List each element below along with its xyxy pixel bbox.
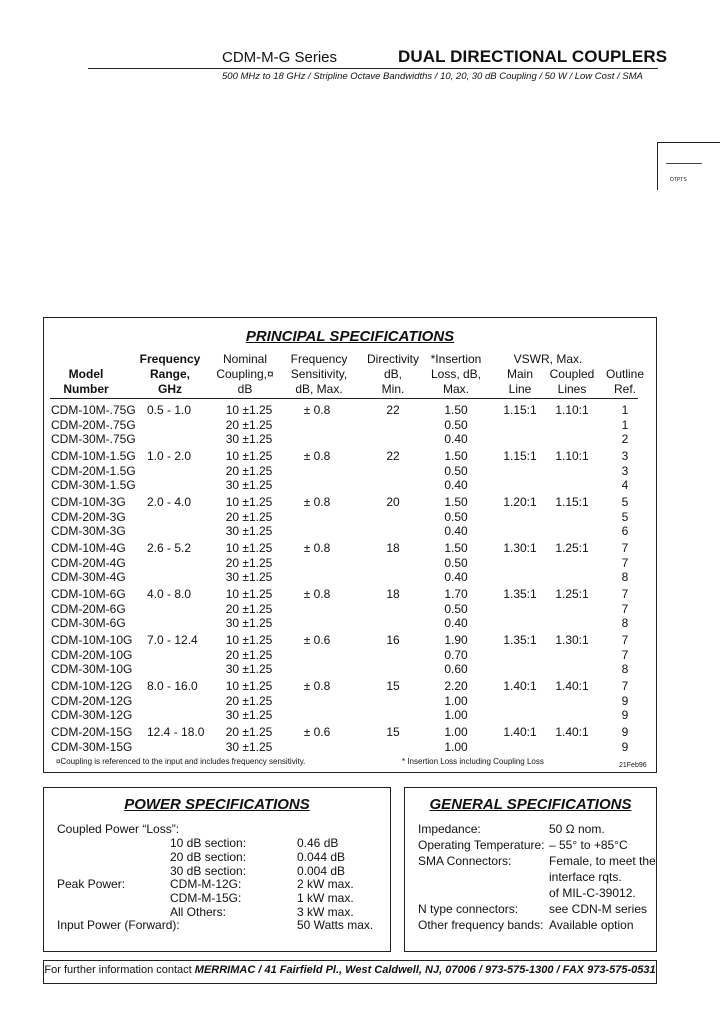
outline-ref-value: 4 — [621, 478, 629, 492]
model-number: CDM-10M-3G — [51, 495, 126, 509]
model-number: CDM-10M-4G — [51, 541, 126, 555]
coupling-value: 30 ±1.25 — [225, 478, 273, 492]
outline-ref-value: 9 — [621, 708, 629, 722]
model-number: CDM-30M-6G — [51, 616, 126, 630]
model-number: CDM-30M-4G — [51, 570, 126, 584]
vswr-coupled-value: 1.15:1 — [555, 495, 589, 509]
col-model — [61, 367, 111, 397]
general-label: Operating Temperature: — [418, 838, 545, 852]
outline-ref-value: 3 — [621, 449, 629, 463]
coupling-value: 20 ±1.25 — [225, 509, 273, 524]
coupling-value: 30 ±1.25 — [225, 570, 273, 584]
frequency-sensitivity: ± 0.8 — [303, 587, 331, 601]
coupling-value: 20 ±1.25 — [225, 417, 273, 432]
table-header-rule — [50, 398, 638, 399]
insertion-loss-value: 0.40 — [444, 524, 468, 538]
power-section-value: 0.044 dB — [297, 850, 346, 864]
vswr-main-value: 1.20:1 — [503, 495, 537, 509]
coupling-value: 30 ±1.25 — [225, 524, 273, 538]
outline-ref-value: 7 — [621, 647, 629, 662]
frequency-range: 12.4 - 18.0 — [147, 725, 205, 739]
coupling-value: 30 ±1.25 — [225, 616, 273, 630]
frequency-range: 7.0 - 12.4 — [147, 633, 198, 647]
col-coupling — [212, 352, 278, 397]
col-vswr-main-line1: Main — [506, 367, 533, 381]
coupling-value: 20 ±1.25 — [225, 725, 273, 739]
outline-ref-value: 2 — [621, 432, 629, 446]
frequency-range: 2.0 - 4.0 — [147, 495, 192, 509]
col-outline-line1: Outline — [605, 367, 645, 381]
vswr-main-value: 1.40:1 — [503, 679, 537, 693]
vswr-coupled-value: 1.10:1 — [555, 449, 589, 463]
frequency-range: 1.0 - 2.0 — [147, 449, 192, 463]
outline-ref-value: 9 — [621, 725, 629, 739]
vswr-main-value: 1.35:1 — [503, 633, 537, 647]
coupling-value: 30 ±1.25 — [225, 739, 273, 754]
vswr-coupled-value: 1.30:1 — [555, 633, 589, 647]
vswr-coupled-value: 1.40:1 — [555, 679, 589, 693]
general-value: Available option — [549, 918, 634, 932]
directivity-value: 15 — [386, 679, 400, 693]
insertion-loss-value: 0.50 — [444, 463, 468, 478]
col-model-line2: Number — [63, 382, 109, 396]
model-number: CDM-10M-12G — [51, 679, 133, 693]
outline-ref-value: 8 — [621, 662, 629, 676]
insertion-loss-value: 0.60 — [444, 662, 468, 676]
frequency-sensitivity: ± 0.8 — [303, 403, 331, 417]
header-divider — [88, 68, 658, 69]
frequency-sensitivity: ± 0.8 — [303, 449, 331, 463]
page-subtitle: 500 MHz to 18 GHz / Stripline Octave Bandwidths / 10, 20, 30 dB Coupling / 50 W / Low Cost / SMA — [222, 71, 643, 82]
insertion-loss-value: 1.70 — [444, 587, 468, 601]
date-code: 21Feb96 — [619, 762, 647, 769]
coupling-value: 30 ±1.25 — [225, 708, 273, 722]
model-number: CDM-10M-.75G — [51, 403, 136, 417]
contact-line — [43, 964, 657, 976]
col-coupling-line1: Nominal — [222, 352, 267, 366]
col-model-line1: Model — [68, 367, 104, 381]
insertion-loss-value: 1.90 — [444, 633, 468, 647]
input-power-value: 50 Watts max. — [297, 918, 374, 932]
col-insertion — [424, 352, 488, 397]
col-directivity — [361, 352, 425, 397]
peak-power-value: 1 kW max. — [297, 891, 354, 905]
outline-ref-value: 1 — [621, 417, 629, 432]
power-specifications-title: POWER SPECIFICATIONS — [124, 796, 310, 813]
footnote-coupling: ¤Coupling is referenced to the input and includes frequency sensitivity. — [56, 757, 306, 766]
model-number: CDM-30M-.75G — [51, 432, 136, 446]
frequency-range: 8.0 - 16.0 — [147, 679, 198, 693]
general-label: N type connectors: — [418, 902, 519, 916]
coupling-value: 10 ±1.25 — [225, 541, 273, 555]
directivity-value: 16 — [386, 633, 400, 647]
col-frequency-line2: Range, — [149, 367, 190, 381]
power-section-label: 20 dB section: — [170, 850, 247, 864]
model-number: CDM-10M-6G — [51, 587, 126, 601]
peak-power-model: All Others: — [170, 905, 227, 919]
insertion-loss-value: 2.20 — [444, 679, 468, 693]
insertion-loss-value: 0.40 — [444, 570, 468, 584]
col-outline — [602, 367, 648, 397]
coupling-value: 10 ±1.25 — [225, 449, 273, 463]
general-value: 50 Ω nom. — [549, 822, 605, 836]
outline-ref-value: 8 — [621, 616, 629, 630]
model-number: CDM-20M-4G — [51, 555, 126, 570]
model-number: CDM-20M-.75G — [51, 417, 136, 432]
vswr-coupled-value: 1.40:1 — [555, 725, 589, 739]
model-number: CDM-30M-10G — [51, 662, 133, 676]
coupling-value: 10 ±1.25 — [225, 403, 273, 417]
general-specifications-title: GENERAL SPECIFICATIONS — [429, 796, 632, 813]
col-directivity-line1: Directivity — [366, 352, 419, 366]
vswr-main-value: 1.40:1 — [503, 725, 537, 739]
insertion-loss-value: 1.00 — [444, 739, 468, 754]
vswr-main-value: 1.15:1 — [503, 403, 537, 417]
insertion-loss-value: 1.50 — [444, 449, 468, 463]
general-label: Impedance: — [418, 822, 481, 836]
col-insertion-line1: *Insertion — [430, 352, 482, 366]
outline-ref-value: 7 — [621, 679, 629, 693]
series-name: CDM-M-G Series — [222, 49, 337, 66]
frequency-sensitivity: ± 0.8 — [303, 679, 331, 693]
model-number: CDM-20M-1.5G — [51, 463, 136, 478]
col-frequency-line1: Frequency — [139, 352, 201, 366]
general-label: SMA Connectors: — [418, 854, 512, 868]
model-number: CDM-20M-10G — [51, 647, 133, 662]
directivity-value: 20 — [386, 495, 400, 509]
coupling-value: 30 ±1.25 — [225, 662, 273, 676]
col-vswr-main-line2: Line — [508, 382, 532, 396]
footnote-insertion: * Insertion Loss including Coupling Loss — [402, 757, 544, 766]
col-directivity-line3: Min. — [381, 382, 405, 396]
col-coupling-line3: dB — [237, 382, 253, 396]
directivity-value: 18 — [386, 587, 400, 601]
coupling-value: 10 ±1.25 — [225, 679, 273, 693]
model-number: CDM-30M-1.5G — [51, 478, 136, 492]
coupling-value: 20 ±1.25 — [225, 693, 273, 708]
peak-power-model: CDM-M-12G: — [170, 877, 242, 891]
model-number: CDM-10M-10G — [51, 633, 133, 647]
coupling-value: 20 ±1.25 — [225, 555, 273, 570]
power-section-value: 0.004 dB — [297, 864, 346, 878]
coupling-value: 20 ±1.25 — [225, 647, 273, 662]
directivity-value: 18 — [386, 541, 400, 555]
insertion-loss-value: 1.00 — [444, 725, 468, 739]
col-outline-line2: Ref. — [613, 382, 636, 396]
insertion-loss-value: 1.50 — [444, 495, 468, 509]
general-value: Female, to meet the — [549, 854, 656, 868]
insertion-loss-value: 0.50 — [444, 417, 468, 432]
coupling-value: 10 ±1.25 — [225, 633, 273, 647]
col-insertion-line3: Max. — [442, 382, 469, 396]
general-value: interface rqts. — [549, 870, 622, 884]
insertion-loss-value: 0.40 — [444, 432, 468, 446]
outline-ref-value: 9 — [621, 739, 629, 754]
vswr-main-value: 1.35:1 — [503, 587, 537, 601]
model-number: CDM-30M-3G — [51, 524, 126, 538]
outline-ref-value: 1 — [621, 403, 629, 417]
directivity-value: 22 — [386, 449, 400, 463]
model-number: CDM-20M-3G — [51, 509, 126, 524]
coupling-value: 10 ±1.25 — [225, 587, 273, 601]
frequency-range: 0.5 - 1.0 — [147, 403, 192, 417]
insertion-loss-value: 0.50 — [444, 509, 468, 524]
contact-company: MERRIMAC / 41 Fairfield Pl., West Caldwell, NJ, 07006 / 973-575-1300 / FAX 973-575-0531 — [194, 964, 656, 976]
insertion-loss-value: 1.50 — [444, 403, 468, 417]
coupling-value: 20 ±1.25 — [225, 601, 273, 616]
frequency-sensitivity: ± 0.8 — [303, 541, 331, 555]
general-value: – 55° to +85°C — [549, 838, 628, 852]
insertion-loss-value: 0.50 — [444, 555, 468, 570]
vswr-coupled-value: 1.25:1 — [555, 587, 589, 601]
col-directivity-line2: dB, — [383, 367, 402, 381]
col-frequency — [138, 352, 202, 397]
peak-power-value: 3 kW max. — [297, 905, 354, 919]
insertion-loss-value: 0.50 — [444, 601, 468, 616]
vswr-main-value: 1.15:1 — [503, 449, 537, 463]
model-number: CDM-30M-12G — [51, 708, 133, 722]
insertion-loss-value: 1.00 — [444, 708, 468, 722]
input-power-label: Input Power (Forward): — [57, 918, 180, 932]
col-vswr-coupled — [546, 367, 598, 397]
power-section-label: 10 dB section: — [170, 836, 247, 850]
col-sensitivity — [284, 352, 354, 397]
directivity-value: 22 — [386, 403, 400, 417]
col-sensitivity-line2: Sensitivity, — [290, 367, 348, 381]
model-number: CDM-20M-15G — [51, 725, 133, 739]
vswr-coupled-value: 1.10:1 — [555, 403, 589, 417]
outline-ref-value: 3 — [621, 463, 629, 478]
outline-ref-value: 7 — [621, 541, 629, 555]
outline-ref-value: 7 — [621, 633, 629, 647]
coupling-value: 20 ±1.25 — [225, 463, 273, 478]
model-number: CDM-30M-15G — [51, 739, 133, 754]
model-number: CDM-20M-12G — [51, 693, 133, 708]
outline-ref-value: 5 — [621, 495, 629, 509]
insertion-loss-value: 1.00 — [444, 693, 468, 708]
section-tab — [657, 142, 720, 190]
frequency-sensitivity: ± 0.6 — [303, 725, 331, 739]
col-vswr-coupled-line2: Lines — [557, 382, 587, 396]
vswr-coupled-value: 1.25:1 — [555, 541, 589, 555]
page-title: DUAL DIRECTIONAL COUPLERS — [398, 47, 668, 66]
outline-ref-value: 7 — [621, 587, 629, 601]
peak-power-model: CDM-M-15G: — [170, 891, 242, 905]
insertion-loss-value: 0.40 — [444, 616, 468, 630]
frequency-range: 2.6 - 5.2 — [147, 541, 192, 555]
principal-specifications-title: PRINCIPAL SPECIFICATIONS — [245, 328, 455, 345]
col-insertion-line2: Loss, dB, — [430, 367, 482, 381]
directivity-value: 15 — [386, 725, 400, 739]
coupled-power-label: Coupled Power “Loss”: — [57, 822, 180, 836]
outline-ref-value: 6 — [621, 524, 629, 538]
general-label: Other frequency bands: — [418, 918, 544, 932]
outline-ref-value: 7 — [621, 555, 629, 570]
insertion-loss-value: 0.70 — [444, 647, 468, 662]
coupling-value: 10 ±1.25 — [225, 495, 273, 509]
col-sensitivity-line3: dB, Max. — [295, 382, 343, 396]
col-vswr-main — [500, 367, 540, 397]
col-sensitivity-line1: Frequency — [290, 352, 348, 366]
col-frequency-line3: GHz — [158, 382, 182, 396]
general-value: see CDN-M series — [549, 902, 648, 916]
section-tab-line — [666, 163, 702, 164]
col-vswr: VSWR, Max. — [513, 352, 583, 366]
peak-power-label: Peak Power: — [57, 877, 126, 891]
contact-prefix: For further information contact — [44, 964, 195, 976]
general-value: of MIL-C-39012. — [549, 886, 636, 900]
frequency-sensitivity: ± 0.6 — [303, 633, 331, 647]
col-vswr-coupled-line1: Coupled — [549, 367, 595, 381]
insertion-loss-value: 1.50 — [444, 541, 468, 555]
power-section-value: 0.46 dB — [297, 836, 339, 850]
outline-ref-value: 5 — [621, 509, 629, 524]
power-section-label: 30 dB section: — [170, 864, 247, 878]
outline-ref-value: 7 — [621, 601, 629, 616]
outline-ref-value: 8 — [621, 570, 629, 584]
model-number: CDM-20M-6G — [51, 601, 126, 616]
vswr-main-value: 1.30:1 — [503, 541, 537, 555]
insertion-loss-value: 0.40 — [444, 478, 468, 492]
section-tab-label: OTPTS — [670, 177, 687, 183]
outline-ref-value: 9 — [621, 693, 629, 708]
coupling-value: 30 ±1.25 — [225, 432, 273, 446]
model-number: CDM-10M-1.5G — [51, 449, 136, 463]
frequency-sensitivity: ± 0.8 — [303, 495, 331, 509]
peak-power-value: 2 kW max. — [297, 877, 354, 891]
col-coupling-line2: Coupling,¤ — [216, 367, 274, 381]
frequency-range: 4.0 - 8.0 — [147, 587, 192, 601]
